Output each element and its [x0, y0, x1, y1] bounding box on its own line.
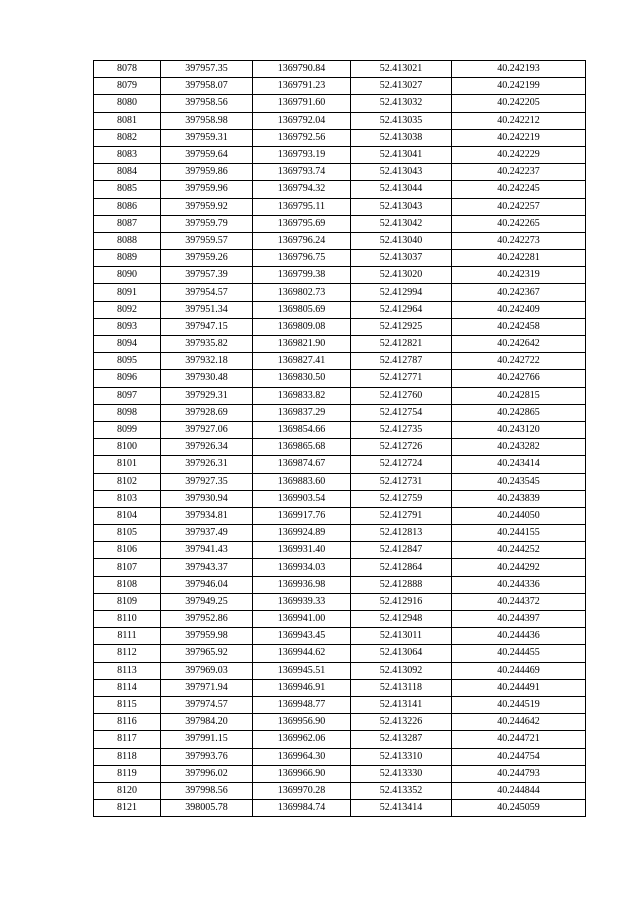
y-coordinate-cell: 1369792.04 — [253, 112, 351, 129]
longitude-cell: 40.243282 — [452, 439, 586, 456]
latitude-cell: 52.413141 — [351, 696, 452, 713]
longitude-cell: 40.242199 — [452, 78, 586, 95]
y-coordinate-cell: 1369945.51 — [253, 662, 351, 679]
y-coordinate-cell: 1369854.66 — [253, 421, 351, 438]
y-coordinate-cell: 1369793.74 — [253, 164, 351, 181]
y-coordinate-cell: 1369809.08 — [253, 318, 351, 335]
x-coordinate-cell: 397959.57 — [161, 232, 253, 249]
latitude-cell: 52.412821 — [351, 336, 452, 353]
latitude-cell: 52.412726 — [351, 439, 452, 456]
longitude-cell: 40.244455 — [452, 645, 586, 662]
x-coordinate-cell: 397984.20 — [161, 714, 253, 731]
latitude-cell: 52.413037 — [351, 250, 452, 267]
x-coordinate-cell: 397941.43 — [161, 542, 253, 559]
x-coordinate-cell: 397946.04 — [161, 576, 253, 593]
longitude-cell: 40.242205 — [452, 95, 586, 112]
y-coordinate-cell: 1369793.19 — [253, 146, 351, 163]
longitude-cell: 40.242237 — [452, 164, 586, 181]
x-coordinate-cell: 397928.69 — [161, 404, 253, 421]
table-row — [94, 645, 586, 662]
point-number-cell: 8081 — [94, 112, 161, 129]
latitude-cell: 52.412847 — [351, 542, 452, 559]
x-coordinate-cell: 397954.57 — [161, 284, 253, 301]
longitude-cell: 40.244721 — [452, 731, 586, 748]
longitude-cell: 40.242281 — [452, 250, 586, 267]
x-coordinate-cell: 397959.86 — [161, 164, 253, 181]
latitude-cell: 52.412994 — [351, 284, 452, 301]
table-row — [94, 439, 586, 456]
longitude-cell: 40.244491 — [452, 679, 586, 696]
longitude-cell: 40.242458 — [452, 318, 586, 335]
table-row — [94, 164, 586, 181]
latitude-cell: 52.413032 — [351, 95, 452, 112]
point-number-cell: 8094 — [94, 336, 161, 353]
x-coordinate-cell: 397943.37 — [161, 559, 253, 576]
longitude-cell: 40.243120 — [452, 421, 586, 438]
latitude-cell: 52.413043 — [351, 198, 452, 215]
y-coordinate-cell: 1369903.54 — [253, 490, 351, 507]
latitude-cell: 52.413011 — [351, 628, 452, 645]
longitude-cell: 40.245059 — [452, 800, 586, 817]
table-row — [94, 662, 586, 679]
longitude-cell: 40.244844 — [452, 782, 586, 799]
x-coordinate-cell: 397929.31 — [161, 387, 253, 404]
latitude-cell: 52.413040 — [351, 232, 452, 249]
point-number-cell: 8110 — [94, 611, 161, 628]
y-coordinate-cell: 1369805.69 — [253, 301, 351, 318]
longitude-cell: 40.244336 — [452, 576, 586, 593]
latitude-cell: 52.413414 — [351, 800, 452, 817]
table-row — [94, 146, 586, 163]
y-coordinate-cell: 1369827.41 — [253, 353, 351, 370]
longitude-cell: 40.242865 — [452, 404, 586, 421]
point-number-cell: 8086 — [94, 198, 161, 215]
point-number-cell: 8118 — [94, 748, 161, 765]
longitude-cell: 40.242319 — [452, 267, 586, 284]
longitude-cell: 40.244469 — [452, 662, 586, 679]
table-row — [94, 576, 586, 593]
point-number-cell: 8099 — [94, 421, 161, 438]
point-number-cell: 8119 — [94, 765, 161, 782]
longitude-cell: 40.244436 — [452, 628, 586, 645]
table-row — [94, 95, 586, 112]
x-coordinate-cell: 397959.26 — [161, 250, 253, 267]
table-row — [94, 267, 586, 284]
point-number-cell: 8112 — [94, 645, 161, 662]
point-number-cell: 8082 — [94, 129, 161, 146]
y-coordinate-cell: 1369941.00 — [253, 611, 351, 628]
longitude-cell: 40.242766 — [452, 370, 586, 387]
point-number-cell: 8102 — [94, 473, 161, 490]
x-coordinate-cell: 397952.86 — [161, 611, 253, 628]
latitude-cell: 52.413038 — [351, 129, 452, 146]
y-coordinate-cell: 1369962.06 — [253, 731, 351, 748]
y-coordinate-cell: 1369791.23 — [253, 78, 351, 95]
longitude-cell: 40.244252 — [452, 542, 586, 559]
table-row — [94, 507, 586, 524]
y-coordinate-cell: 1369830.50 — [253, 370, 351, 387]
y-coordinate-cell: 1369984.74 — [253, 800, 351, 817]
y-coordinate-cell: 1369865.68 — [253, 439, 351, 456]
point-number-cell: 8095 — [94, 353, 161, 370]
latitude-cell: 52.413352 — [351, 782, 452, 799]
point-number-cell: 8109 — [94, 593, 161, 610]
x-coordinate-cell: 397969.03 — [161, 662, 253, 679]
x-coordinate-cell: 397959.96 — [161, 181, 253, 198]
point-number-cell: 8105 — [94, 525, 161, 542]
latitude-cell: 52.412731 — [351, 473, 452, 490]
x-coordinate-cell: 397958.56 — [161, 95, 253, 112]
table-row — [94, 61, 586, 78]
y-coordinate-cell: 1369924.89 — [253, 525, 351, 542]
x-coordinate-cell: 397998.56 — [161, 782, 253, 799]
table-row — [94, 456, 586, 473]
longitude-cell: 40.242265 — [452, 215, 586, 232]
point-number-cell: 8084 — [94, 164, 161, 181]
latitude-cell: 52.412813 — [351, 525, 452, 542]
point-number-cell: 8108 — [94, 576, 161, 593]
point-number-cell: 8080 — [94, 95, 161, 112]
point-number-cell: 8107 — [94, 559, 161, 576]
y-coordinate-cell: 1369802.73 — [253, 284, 351, 301]
longitude-cell: 40.244050 — [452, 507, 586, 524]
y-coordinate-cell: 1369837.29 — [253, 404, 351, 421]
table-row — [94, 765, 586, 782]
longitude-cell: 40.242367 — [452, 284, 586, 301]
point-number-cell: 8098 — [94, 404, 161, 421]
y-coordinate-cell: 1369792.56 — [253, 129, 351, 146]
longitude-cell: 40.242193 — [452, 61, 586, 78]
point-number-cell: 8103 — [94, 490, 161, 507]
latitude-cell: 52.412864 — [351, 559, 452, 576]
table-row — [94, 559, 586, 576]
latitude-cell: 52.412760 — [351, 387, 452, 404]
x-coordinate-cell: 397959.31 — [161, 129, 253, 146]
point-number-cell: 8100 — [94, 439, 161, 456]
point-number-cell: 8087 — [94, 215, 161, 232]
table-row — [94, 421, 586, 438]
point-number-cell: 8106 — [94, 542, 161, 559]
longitude-cell: 40.242212 — [452, 112, 586, 129]
y-coordinate-cell: 1369946.91 — [253, 679, 351, 696]
latitude-cell: 52.413330 — [351, 765, 452, 782]
latitude-cell: 52.413310 — [351, 748, 452, 765]
latitude-cell: 52.413226 — [351, 714, 452, 731]
x-coordinate-cell: 397965.92 — [161, 645, 253, 662]
table-row — [94, 490, 586, 507]
latitude-cell: 52.412735 — [351, 421, 452, 438]
point-number-cell: 8091 — [94, 284, 161, 301]
y-coordinate-cell: 1369931.40 — [253, 542, 351, 559]
latitude-cell: 52.412925 — [351, 318, 452, 335]
point-number-cell: 8090 — [94, 267, 161, 284]
x-coordinate-cell: 397958.98 — [161, 112, 253, 129]
y-coordinate-cell: 1369821.90 — [253, 336, 351, 353]
latitude-cell: 52.413092 — [351, 662, 452, 679]
table-row — [94, 387, 586, 404]
table-row — [94, 336, 586, 353]
latitude-cell: 52.413064 — [351, 645, 452, 662]
x-coordinate-cell: 397935.82 — [161, 336, 253, 353]
y-coordinate-cell: 1369795.69 — [253, 215, 351, 232]
y-coordinate-cell: 1369794.32 — [253, 181, 351, 198]
point-number-cell: 8088 — [94, 232, 161, 249]
y-coordinate-cell: 1369874.67 — [253, 456, 351, 473]
longitude-cell: 40.242409 — [452, 301, 586, 318]
point-number-cell: 8083 — [94, 146, 161, 163]
latitude-cell: 52.413044 — [351, 181, 452, 198]
longitude-cell: 40.242219 — [452, 129, 586, 146]
table-row — [94, 800, 586, 817]
x-coordinate-cell: 397957.39 — [161, 267, 253, 284]
y-coordinate-cell: 1369833.82 — [253, 387, 351, 404]
table-row — [94, 370, 586, 387]
longitude-cell: 40.244793 — [452, 765, 586, 782]
y-coordinate-cell: 1369966.90 — [253, 765, 351, 782]
table-row — [94, 679, 586, 696]
y-coordinate-cell: 1369943.45 — [253, 628, 351, 645]
x-coordinate-cell: 397930.94 — [161, 490, 253, 507]
latitude-cell: 52.413043 — [351, 164, 452, 181]
table-row — [94, 628, 586, 645]
latitude-cell: 52.413027 — [351, 78, 452, 95]
longitude-cell: 40.244397 — [452, 611, 586, 628]
point-number-cell: 8113 — [94, 662, 161, 679]
latitude-cell: 52.412791 — [351, 507, 452, 524]
table-row — [94, 611, 586, 628]
x-coordinate-cell: 397926.34 — [161, 439, 253, 456]
latitude-cell: 52.412787 — [351, 353, 452, 370]
table-row — [94, 696, 586, 713]
table-row — [94, 404, 586, 421]
table-row — [94, 129, 586, 146]
table-row — [94, 112, 586, 129]
coordinates-table-body — [94, 61, 586, 817]
point-number-cell: 8093 — [94, 318, 161, 335]
point-number-cell: 8096 — [94, 370, 161, 387]
y-coordinate-cell: 1369944.62 — [253, 645, 351, 662]
latitude-cell: 52.412964 — [351, 301, 452, 318]
y-coordinate-cell: 1369956.90 — [253, 714, 351, 731]
x-coordinate-cell: 397991.15 — [161, 731, 253, 748]
table-row — [94, 353, 586, 370]
x-coordinate-cell: 397930.48 — [161, 370, 253, 387]
x-coordinate-cell: 397959.64 — [161, 146, 253, 163]
x-coordinate-cell: 397951.34 — [161, 301, 253, 318]
longitude-cell: 40.243414 — [452, 456, 586, 473]
x-coordinate-cell: 397957.35 — [161, 61, 253, 78]
longitude-cell: 40.242257 — [452, 198, 586, 215]
y-coordinate-cell: 1369799.38 — [253, 267, 351, 284]
table-row — [94, 473, 586, 490]
latitude-cell: 52.413041 — [351, 146, 452, 163]
y-coordinate-cell: 1369791.60 — [253, 95, 351, 112]
table-row — [94, 181, 586, 198]
longitude-cell: 40.243839 — [452, 490, 586, 507]
latitude-cell: 52.413035 — [351, 112, 452, 129]
y-coordinate-cell: 1369795.11 — [253, 198, 351, 215]
point-number-cell: 8111 — [94, 628, 161, 645]
x-coordinate-cell: 397959.98 — [161, 628, 253, 645]
point-number-cell: 8117 — [94, 731, 161, 748]
point-number-cell: 8116 — [94, 714, 161, 731]
y-coordinate-cell: 1369939.33 — [253, 593, 351, 610]
table-row — [94, 714, 586, 731]
table-row — [94, 301, 586, 318]
longitude-cell: 40.242229 — [452, 146, 586, 163]
longitude-cell: 40.242722 — [452, 353, 586, 370]
x-coordinate-cell: 397937.49 — [161, 525, 253, 542]
x-coordinate-cell: 397949.25 — [161, 593, 253, 610]
x-coordinate-cell: 397927.35 — [161, 473, 253, 490]
y-coordinate-cell: 1369917.76 — [253, 507, 351, 524]
x-coordinate-cell: 397971.94 — [161, 679, 253, 696]
x-coordinate-cell: 397996.02 — [161, 765, 253, 782]
x-coordinate-cell: 397993.76 — [161, 748, 253, 765]
x-coordinate-cell: 397927.06 — [161, 421, 253, 438]
point-number-cell: 8120 — [94, 782, 161, 799]
y-coordinate-cell: 1369948.77 — [253, 696, 351, 713]
table-row — [94, 198, 586, 215]
table-row — [94, 525, 586, 542]
latitude-cell: 52.412724 — [351, 456, 452, 473]
longitude-cell: 40.244372 — [452, 593, 586, 610]
latitude-cell: 52.412948 — [351, 611, 452, 628]
point-number-cell: 8104 — [94, 507, 161, 524]
y-coordinate-cell: 1369796.24 — [253, 232, 351, 249]
longitude-cell: 40.244642 — [452, 714, 586, 731]
table-row — [94, 748, 586, 765]
latitude-cell: 52.413021 — [351, 61, 452, 78]
latitude-cell: 52.413118 — [351, 679, 452, 696]
latitude-cell: 52.412916 — [351, 593, 452, 610]
point-number-cell: 8097 — [94, 387, 161, 404]
point-number-cell: 8079 — [94, 78, 161, 95]
latitude-cell: 52.412771 — [351, 370, 452, 387]
longitude-cell: 40.244155 — [452, 525, 586, 542]
table-row — [94, 232, 586, 249]
point-number-cell: 8101 — [94, 456, 161, 473]
x-coordinate-cell: 397947.15 — [161, 318, 253, 335]
point-number-cell: 8089 — [94, 250, 161, 267]
longitude-cell: 40.244519 — [452, 696, 586, 713]
point-number-cell: 8085 — [94, 181, 161, 198]
point-number-cell: 8115 — [94, 696, 161, 713]
y-coordinate-cell: 1369883.60 — [253, 473, 351, 490]
table-row — [94, 542, 586, 559]
y-coordinate-cell: 1369796.75 — [253, 250, 351, 267]
x-coordinate-cell: 397959.79 — [161, 215, 253, 232]
x-coordinate-cell: 398005.78 — [161, 800, 253, 817]
x-coordinate-cell: 397959.92 — [161, 198, 253, 215]
table-row — [94, 215, 586, 232]
latitude-cell: 52.413287 — [351, 731, 452, 748]
longitude-cell: 40.243545 — [452, 473, 586, 490]
point-number-cell: 8121 — [94, 800, 161, 817]
table-row — [94, 250, 586, 267]
x-coordinate-cell: 397934.81 — [161, 507, 253, 524]
latitude-cell: 52.413042 — [351, 215, 452, 232]
point-number-cell: 8114 — [94, 679, 161, 696]
table-row — [94, 78, 586, 95]
y-coordinate-cell: 1369936.98 — [253, 576, 351, 593]
y-coordinate-cell: 1369970.28 — [253, 782, 351, 799]
longitude-cell: 40.242642 — [452, 336, 586, 353]
table-row — [94, 318, 586, 335]
latitude-cell: 52.412754 — [351, 404, 452, 421]
latitude-cell: 52.412888 — [351, 576, 452, 593]
y-coordinate-cell: 1369934.03 — [253, 559, 351, 576]
coordinates-table — [93, 60, 586, 817]
table-row — [94, 593, 586, 610]
point-number-cell: 8078 — [94, 61, 161, 78]
longitude-cell: 40.244292 — [452, 559, 586, 576]
table-row — [94, 731, 586, 748]
longitude-cell: 40.242815 — [452, 387, 586, 404]
latitude-cell: 52.413020 — [351, 267, 452, 284]
longitude-cell: 40.242273 — [452, 232, 586, 249]
table-row — [94, 782, 586, 799]
x-coordinate-cell: 397974.57 — [161, 696, 253, 713]
x-coordinate-cell: 397958.07 — [161, 78, 253, 95]
x-coordinate-cell: 397926.31 — [161, 456, 253, 473]
latitude-cell: 52.412759 — [351, 490, 452, 507]
y-coordinate-cell: 1369964.30 — [253, 748, 351, 765]
longitude-cell: 40.242245 — [452, 181, 586, 198]
longitude-cell: 40.244754 — [452, 748, 586, 765]
point-number-cell: 8092 — [94, 301, 161, 318]
table-row — [94, 284, 586, 301]
y-coordinate-cell: 1369790.84 — [253, 61, 351, 78]
x-coordinate-cell: 397932.18 — [161, 353, 253, 370]
